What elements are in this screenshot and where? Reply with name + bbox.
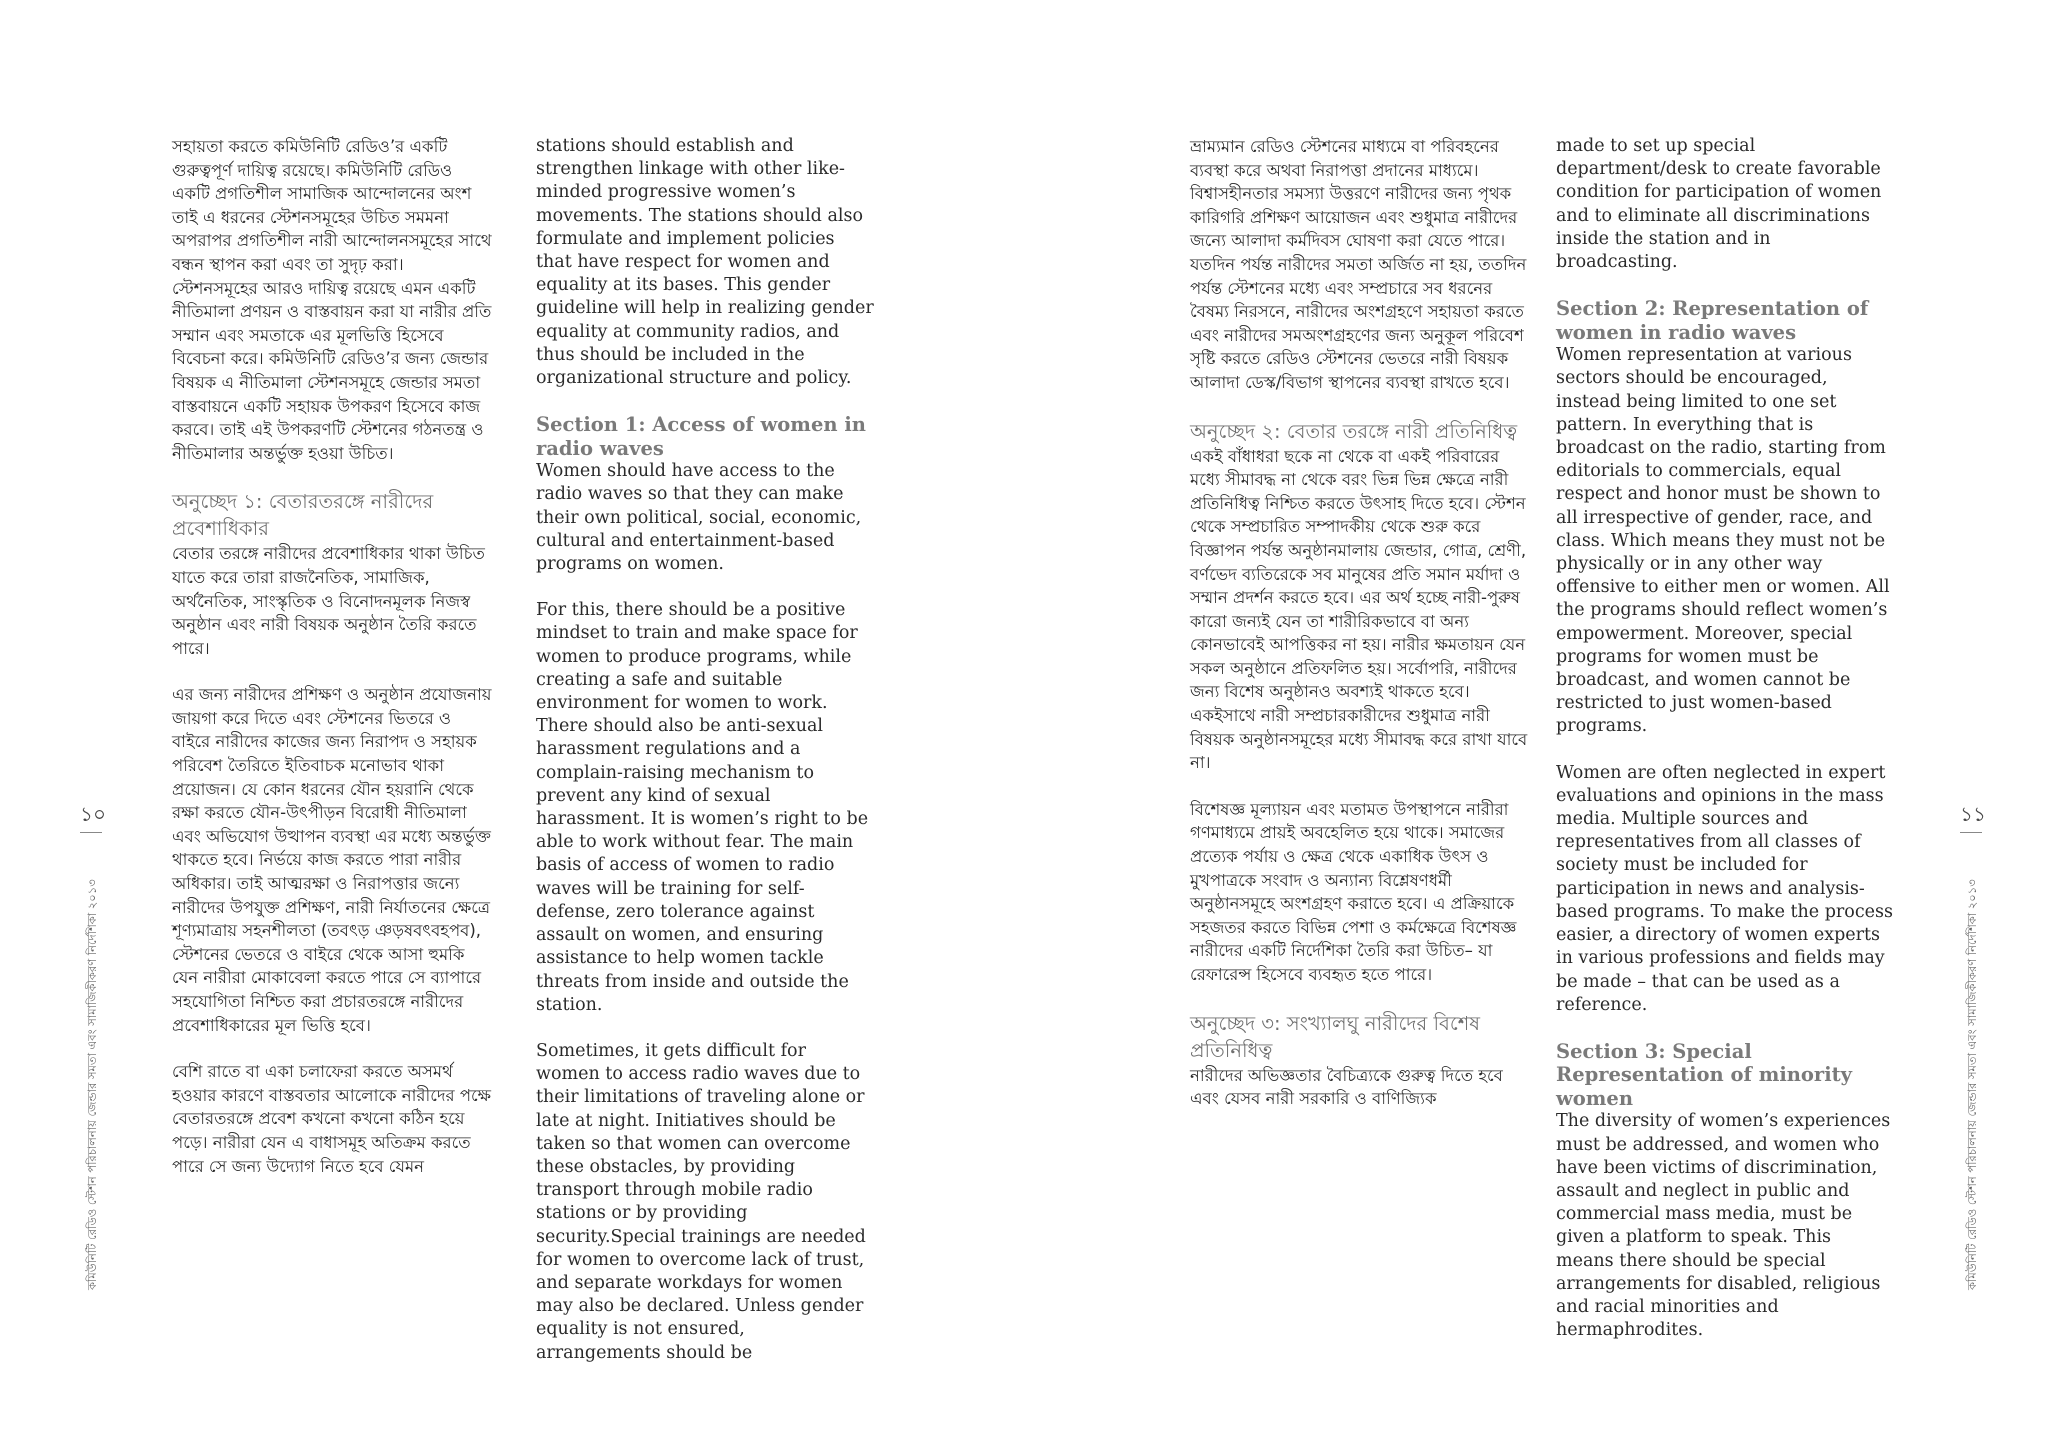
paragraph: নারীদের অভিজ্ঞতার বৈচিত্র্যকে গুরুত্ব দিতে হবে এবং যেসব নারী সরকারি ও বাণিজ্যিক [1190,1065,1503,1109]
page-number-left: ১০ [80,802,106,826]
paragraph: The diversity of women’s experiences must be addressed, and women who have been victims of discrimination, assault and neglect in public and commercial mass media, must be given a platform to speak. This means there should be special arrangements for disabled, religious and racial minorities and hermaphrodites. [1556,1111,1891,1341]
section-heading: অনুচ্ছেদ ১: বেতারতরঙ্গে নারীদের প্রবেশাধিকার [172,490,434,541]
section-heading: অনুচ্ছেদ ৩: সংখ্যালঘু নারীদের বিশেষ প্রতিনিধিত্ব [1190,1011,1481,1062]
paragraph: Sometimes, it gets difficult for women to access radio waves due to their limitations of traveling alone or late at night. Initiatives should be taken so that women can overcome these obstacles, by providing transport through mobile radio stations or by providing security.Special trainings are needed for women to overcome lack of trust, and separate workdays for women may also be declared. Unless gender equality is not ensured, arrangements should be [536,1040,866,1363]
paragraph: বেশি রাতে বা একা চলাফেরা করতে অসমর্থ হওয়ার কারণে বাস্তবতার আলোকে নারীদের পক্ষে বেতারতরঙ্গে প্রবেশ কখনো কখনো কঠিন হয়ে পড়ে। নারীরা যেন এ বাধাসমূহ অতিক্রম করতে পারে সে জন্য উদ্যোগ নিতে হবে যেমন [172,1062,492,1176]
section-heading: অনুচ্ছেদ ২: বেতার তরঙ্গে নারী প্রতিনিধিত্ব [1190,419,1518,443]
left-bangla-column [172,135,494,1201]
page-number-right: ১১ [1960,802,1986,826]
paragraph: সহায়তা করতে কমিউনিটি রেডিও’র একটি গুরুত্বপূর্ণ দায়িত্ব রয়েছে। কমিউনিটি রেডিও একটি প্রগতিশীল সামাজিক আন্দোলনের অংশ তাই এ ধরনের স্টেশনসমূহের উচিত সমমনা অপরাপর প্রগতিশীল নারী আন্দোলনসমূহের সাথে বন্ধন স্থাপন করা এবং তা সুদৃঢ় করা। স্টেশনসমূহের আরও দায়িত্ব রয়েছে এমন একটি নীতিমালা প্রণয়ন ও বাস্তবায়ন করা যা নারীর প্রতি সম্মান এবং সমতাকে এর মূলভিত্তি হিসেবে বিবেচনা করে। কমিউনিটি রেডিও’র জন্য জেন্ডার বিষয়ক এ নীতিমালা স্টেশনসমূহে জেন্ডার সমতা বাস্তবায়নে একটি সহায়ক উপকরণ হিসেবে কাজ করবে। তাই এই উপকরণটি স্টেশনের গঠনতন্ত্র ও নীতিমালার অন্তর্ভুক্ত হওয়া উচিত। [172,137,492,463]
paragraph: Women should have access to the radio waves so that they can make their own political, social, economic, cultural and entertainment-based programs on women. [536,461,862,575]
paragraph: Women are often neglected in expert evaluations and opinions in the mass media. Multiple sources and representatives from all classes of society must be included for participation in news and analysis-based programs. To make the process easier, a directory of women experts in various professions and fields may be made – that can be used as a reference. [1556,762,1893,1015]
paragraph: ভ্রাম্যমান রেডিও স্টেশনের মাধ্যমে বা পরিবহনের ব্যবস্থা করে অথবা নিরাপত্তা প্রদানের মাধ্যমে। বিশ্বাসহীনতার সমস্যা উত্তরণে নারীদের জন্য পৃথক কারিগরি প্রশিক্ষণ আয়োজন এবং শুধুমাত্র নারীদের জন্যে আলাদা কর্মদিবস ঘোষণা করা যেতে পারে। যতদিন পর্যন্ত নারীদের সমতা অর্জিত না হয়, ততদিন পর্যন্ত স্টেশনের মধ্যে এবং সম্প্রচারে সব ধরনের বৈষম্য নিরসনে, নারীদের অংশগ্রহণে সহায়তা করতে এবং নারীদের সমঅংশগ্রহণের জন্য অনুকূল পরিবেশ সৃষ্টি করতে রেডিও স্টেশনের ভেতরে নারী বিষয়ক আলাদা ডেস্ক/বিভাগ স্থাপনের ব্যবস্থা রাখতে হবে। [1190,137,1527,392]
paragraph: এর জন্য নারীদের প্রশিক্ষণ ও অনুষ্ঠান প্রযোজনায় জায়গা করে দিতে এবং স্টেশনের ভিতরে ও বাইরে নারীদের কাজের জন্য নিরাপদ ও সহায়ক পরিবেশ তৈরিতে ইতিবাচক মনোভাব থাকা প্রয়োজন। যে কোন ধরনের যৌন হয়রানি থেকে রক্ষা করতে যৌন-উৎপীড়ন বিরোধী নীতিমালা এবং অভিযোগ উত্থাপন ব্যবস্থা এর মধ্যে অন্তর্ভুক্ত থাকতে হবে। নির্ভয়ে কাজ করতে পারা নারীর অধিকার। তাই আত্মরক্ষা ও নিরাপত্তার জন্যে নারীদের উপযুক্ত প্রশিক্ষণ, নারী নির্যাতনের ক্ষেত্রে শূণ্যমাত্রায় সহনশীলতা (তবৎড় ঞড়ষবৎবহপব), স্টেশনের ভেতরে ও বাইরে থেকে আসা হুমকি যেন নারীরা মোকাবেলা করতে পারে সে ব্যাপারে সহযোগিতা নিশ্চিত করা প্রচারতরঙ্গে নারীদের প্রবেশাধিকারের মূল ভিত্তি হবে। [172,685,492,1035]
paragraph: For this, there should be a positive mindset to train and make space for women to produce programs, while creating a safe and suitable environment for women to work. There should also be anti-sexual harassment regulations and a complain-raising mechanism to prevent any kind of sexual harassment. It is women’s right to be able to work without fear. The main basis of access of women to radio waves will be training for self-defense, zero tolerance against assault on women, and ensuring assistance to help women tackle threats from inside and outside the station. [536,600,869,1015]
paragraph: Women representation at various sectors should be encouraged, instead being limited to one set pattern. In everything that is broadcast on the radio, starting from editorials to commercials, equal respect and honor must be shown to all irrespective of gender, race, and class. Which means they must not be physically or in any other way offensive to either men or women. All the programs should reflect women’s empowerment. Moreover, special programs for women must be broadcast, and women cannot be restricted to just women-based programs. [1556,345,1890,737]
running-title-right: কমিউনিটি রেডিও স্টেশন পরিচালনায় জেন্ডার সমতা এবং সামাজিকীকরণ নির্দেশিকা ২০১৩ [1965,879,1979,1290]
paragraph: stations should establish and strengthen linkage with other like-minded progressive women’s movements. The stations should also formulate and implement policies that have respect for women and equality at its bases. This gender guideline will help in realizing gender equality at community radios, and thus should be included in the organizational structure and policy. [536,136,874,389]
paragraph: বেতার তরঙ্গে নারীদের প্রবেশাধিকার থাকা উচিত যাতে করে তারা রাজনৈতিক, সামাজিক, অর্থনৈতিক, সাংস্কৃতিক ও বিনোদনমূলক নিজস্ব অনুষ্ঠান এবং নারী বিষয়ক অনুষ্ঠান তৈরি করতে পারে। [172,544,485,658]
paragraph: একই বাঁধাধরা ছকে না থেকে বা একই পরিবারের মধ্যে সীমাবদ্ধ না থেকে বরং ভিন্ন ভিন্ন ক্ষেত্রে নারী প্রতিনিধিত্ব নিশ্চিত করতে উৎসাহ দিতে হবে। স্টেশন থেকে সম্প্রচারিত সম্পাদকীয় থেকে শুরু করে বিজ্ঞাপন পর্যন্ত অনুষ্ঠানমালায় জেন্ডার, গোত্র, শ্রেণী, বর্ণভেদ ব্যতিরেকে সব মানুষের প্রতি সমান মর্যাদা ও সম্মান প্রদর্শন করতে হবে। এর অর্থ হচ্ছে নারী-পুরুষ কারো জন্যই যেন তা শারীরিকভাবে বা অন্য কোনভাবেই আপত্তিকর না হয়। নারীর ক্ষমতায়ন যেন সকল অনুষ্ঠানে প্রতিফলিত হয়। সর্বোপরি, নারীদের জন্য বিশেষ অনুষ্ঠানও অবশ্যই থাকতে হবে। একইসাথে নারী সম্প্রচারকারীদের শুধুমাত্র নারী বিষয়ক অনুষ্ঠানসমূহের মধ্যে সীমাবদ্ধ করে রাখা যাবে না। [1190,446,1528,773]
page-number-divider [80,832,102,833]
left-english-column [536,135,874,1388]
section-heading: Section 2: Representation of women in radio waves [1556,297,1869,344]
paragraph: বিশেষজ্ঞ মূল্যায়ন এবং মতামত উপস্থাপনে নারীরা গণমাধ্যমে প্রায়ই অবহেলিত হয়ে থাকে। সমাজের প্রত্যেক পর্যায় ও ক্ষেত্র থেকে একাধিক উৎস ও মুখপাত্রকে সংবাদ ও অন্যান্য বিশ্লেষণধর্মী অনুষ্ঠানসমূহে অংশগ্রহণ করাতে হবে। এ প্রক্রিয়াকে সহজতর করতে বিভিন্ন পেশা ও কর্মক্ষেত্রে বিশেষজ্ঞ নারীদের একটি নির্দেশিকা তৈরি করা উচিত– যা রেফারেন্স হিসেবে ব্যবহৃত হতে পারে। [1190,799,1517,984]
section-heading: Section 3: Special Representation of minority women [1556,1039,1852,1110]
section-heading: Section 1: Access of women in radio waves [536,413,866,460]
right-english-column [1556,135,1894,1365]
page-number-divider [1960,832,1982,833]
paragraph: made to set up special department/desk to create favorable condition for participation of women and to eliminate all discriminations inside the station and in broadcasting. [1556,136,1882,273]
running-title-left: কমিউনিটি রেডিও স্টেশন পরিচালনায় জেন্ডার সমতা এবং সামাজিকীকরণ নির্দেশিকা ২০১৩ [85,879,99,1290]
right-bangla-column [1190,135,1532,1134]
